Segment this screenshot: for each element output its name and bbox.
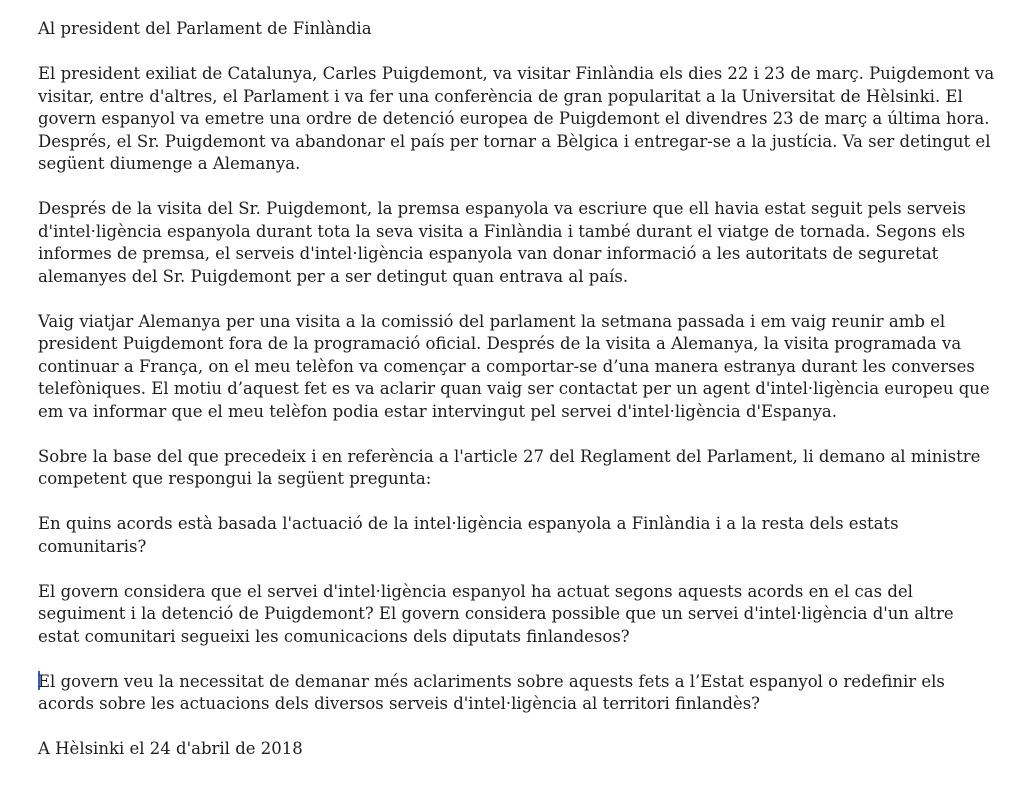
paragraph-2: Després de la visita del Sr. Puigdemont, la premsa espanyola va escriure que ell havia estat seguit pels serveis d'intel·ligència espanyola durant tota la seva visita a Finlàndia i també durant el viatge de tornada. Segons els informes de premsa, el serveis d'intel·ligència espanyola van donar informació a les autoritats de seguretat alemanyes del Sr. Puigdemont per a ser detingut quan entrava al país. bbox=[38, 199, 966, 286]
question-1: En quins acords està basada l'actuació de la intel·ligència espanyola a Finlàndia i a la resta dels estats comunitaris? bbox=[38, 514, 899, 556]
paragraph-3: Vaig viatjar Alemanya per una visita a la comissió del parlament la setmana passada i em vaig reunir amb el president Puigdemont fora de la programació oficial. Després de la visita a Alemanya, la visita programada va continuar a França, on el meu telèfon va començar a comportar-se d’una manera estranya durant les converses telefòniques. El motiu d’aquest fet es va aclarir quan vaig ser contactat per un agent d'intel·ligència europeu que em va informar que el meu telèfon podia estar intervingut pel servei d'intel·ligència d'Espanya. bbox=[38, 311, 990, 421]
question-3-text: El govern veu la necessitat de demanar més aclariments sobre aquests fets a l’Estat espanyol o redefinir els acords sobre les actuacions dels diversos serveis d'intel·ligència al territori finlandès? bbox=[38, 671, 945, 713]
closing-line: A Hèlsinki el 24 d'abril de 2018 bbox=[38, 739, 303, 758]
question-3 bbox=[38, 671, 998, 716]
paragraph-4: Sobre la base del que precedeix i en referència a l'article 27 del Reglament del Parlament, li demano al ministre competent que respongui la següent pregunta: bbox=[38, 446, 981, 488]
document-page[interactable] bbox=[38, 18, 998, 761]
addressee-line: Al president del Parlament de Finlàndia bbox=[38, 19, 372, 38]
paragraph-1: El president exiliat de Catalunya, Carles Puigdemont, va visitar Finlàndia els dies 22 i 23 de març. Puigdemont va visitar, entre d'altres, el Parlament i va fer una conferència de gran popularitat a la Universitat de Hèlsinki. El govern espanyol va emetre una ordre de detenció europea de Puigdemont el divendres 23 de març a última hora. Després, el Sr. Puigdemont va abandonar el país per tornar a Bèlgica i entregar-se a la justícia. Va ser detingut el següent diumenge a Alemanya. bbox=[38, 64, 995, 173]
question-2: El govern considera que el servei d'intel·ligència espanyol ha actuat segons aquests acords en el cas del seguiment i la detenció de Puigdemont? El govern considera possible que un servei d'intel·ligència d'un altre estat comunitari segueixi les comunicacions dels diputats finlandesos? bbox=[38, 581, 954, 646]
